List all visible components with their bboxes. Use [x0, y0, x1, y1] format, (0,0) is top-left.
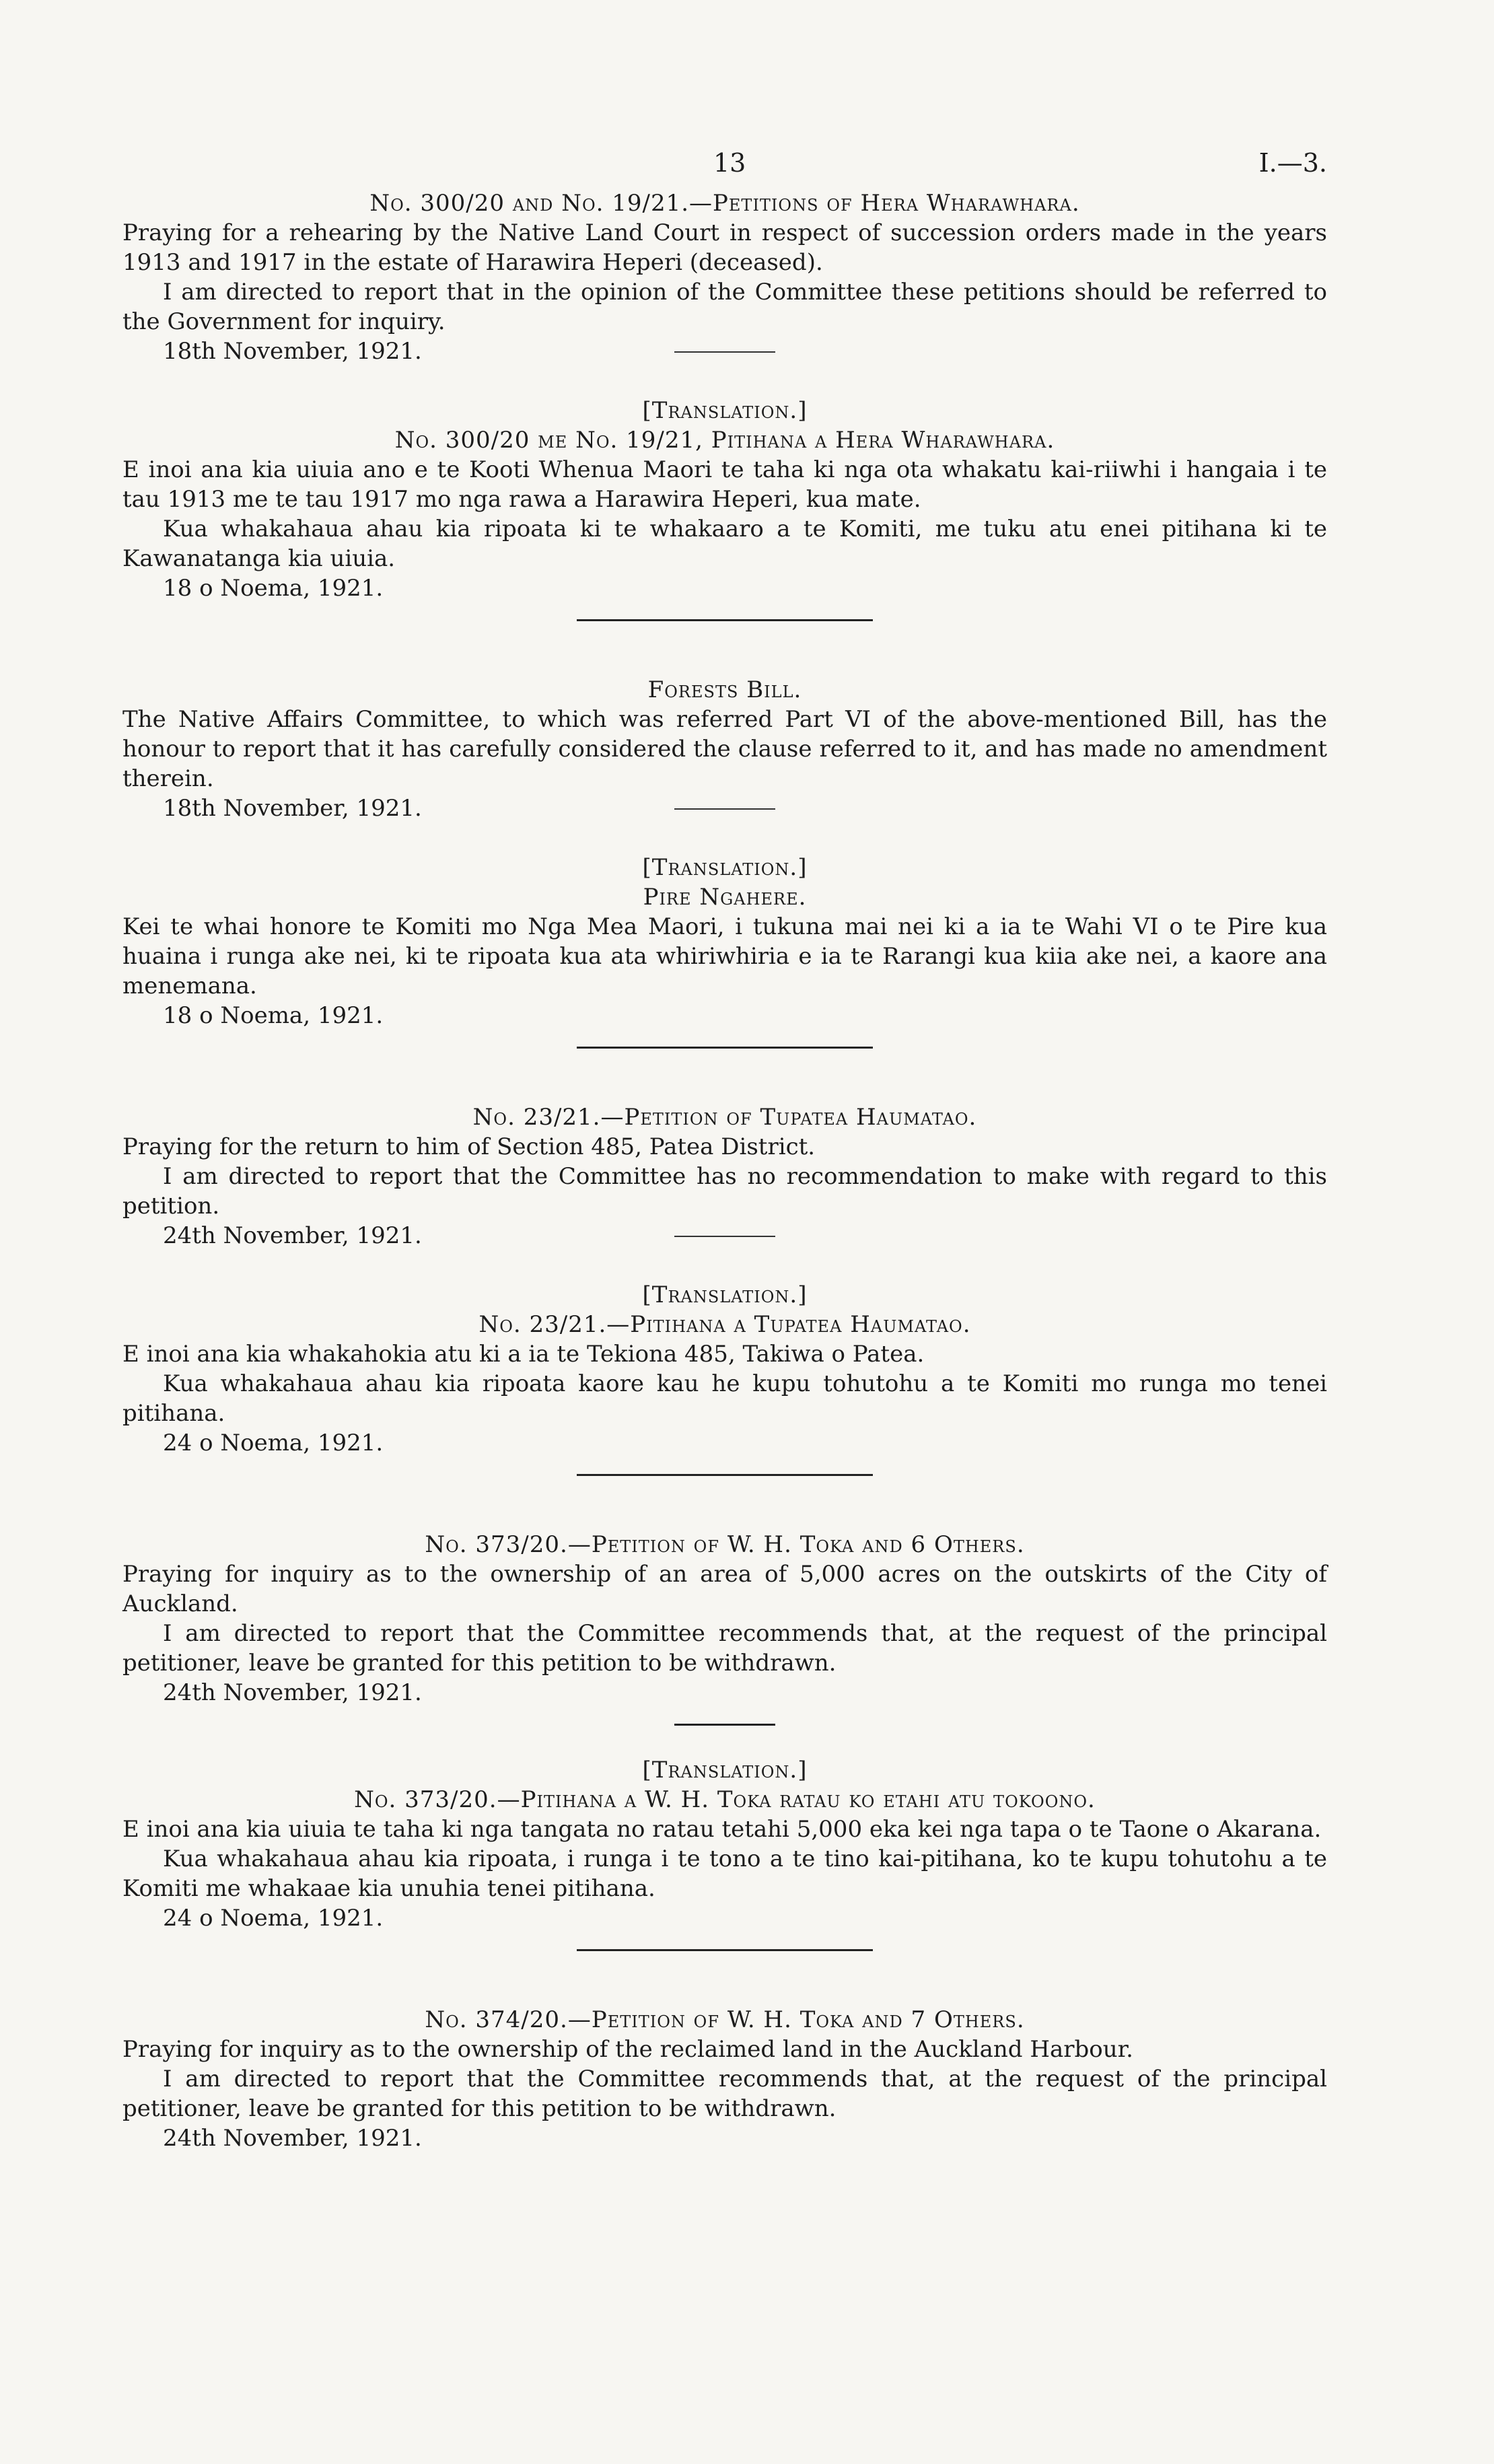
section-title: No. 300/20 me No. 19/21, Pitihana a Hera Wharawhara.	[394, 427, 1055, 454]
section-date-row	[122, 1678, 1327, 1708]
paragraph: Kua whakahaua ahau kia ripoata, i runga i te tono a te tino kai-pitihana, ko te kupu tohutohu a te Komiti me whakaae kia unuhia tenei pitihana.	[122, 1845, 1327, 1902]
section-petition-300-20	[122, 188, 1327, 366]
paragraph: Kei te whai honore te Komiti mo Nga Mea Maori, i tukuna mai nei ki a ia te Wahi VI o te Pire kua huaina i runga ake nei, ki te ripoata kua ata whiriwhiria e ia te Rarangi kua kiia ake nei, a kaore ana menemana.	[122, 913, 1327, 999]
section-petition-23-21	[122, 1102, 1327, 1251]
paragraph: E inoi ana kia uiuia ano e te Kooti Whenua Maori te taha ki nga ota whakatu kai-riiwhi i hangaia i te tau 1913 me te tau 1917 mo nga rawa a Harawira Heperi, kua mate.	[122, 456, 1327, 513]
page-header	[122, 148, 1327, 188]
section-date: 24th November, 1921.	[163, 2125, 422, 2152]
section-date: 24th November, 1921.	[163, 1679, 422, 1706]
paragraph: Praying for the return to him of Section 485, Patea District.	[122, 1133, 816, 1160]
page-number: 13	[713, 148, 746, 178]
section-translation-300-20	[122, 396, 1327, 621]
section-date-row	[122, 1903, 1327, 1933]
section-date: 18th November, 1921.	[163, 795, 422, 822]
section-date-row	[122, 573, 1327, 603]
short-divider	[674, 1236, 775, 1237]
section-translation-373-20	[122, 1755, 1327, 1951]
section-title: No. 23/21.—Pitihana a Tupatea Haumatao.	[478, 1311, 971, 1338]
section-petition-374-20	[122, 2005, 1327, 2153]
paragraph: I am directed to report that the Committee recommends that, at the request of the principal petitioner, leave be granted for this petition to be withdrawn.	[122, 1620, 1327, 1677]
translation-label: [Translation.]	[642, 1281, 808, 1308]
section-title: No. 373/20.—Pitihana a W. H. Toka ratau ko etahi atu tokoono.	[354, 1786, 1096, 1813]
section-title: Pire Ngahere.	[643, 884, 807, 911]
paragraph: E inoi ana kia uiuia te taha ki nga tangata no ratau tetahi 5,000 eka kei nga tapa o te Taone o Akarana.	[122, 1816, 1322, 1843]
section-translation-forests-bill	[122, 853, 1327, 1049]
section-date-row	[122, 1001, 1327, 1030]
section-date: 18th November, 1921.	[163, 338, 422, 365]
section-date-row	[122, 794, 1327, 823]
section-title: No. 300/20 and No. 19/21.—Petitions of Hera Wharawhara.	[369, 190, 1080, 217]
section-date-row	[122, 2123, 1327, 2153]
short-divider	[674, 351, 775, 353]
section-title: Forests Bill.	[647, 676, 802, 703]
paragraph: I am directed to report that the Committee recommends that, at the request of the principal petitioner, leave be granted for this petition to be withdrawn.	[122, 2066, 1327, 2122]
translation-label: [Translation.]	[642, 1757, 808, 1784]
section-date: 24th November, 1921.	[163, 1222, 422, 1249]
short-divider	[674, 808, 775, 810]
section-date-row	[122, 1428, 1327, 1458]
paragraph: I am directed to report that the Committee has no recommendation to make with regard to this petition.	[122, 1163, 1327, 1220]
section-title: No. 374/20.—Petition of W. H. Toka and 7 Others.	[425, 2006, 1025, 2033]
paragraph: The Native Affairs Committee, to which was referred Part VI of the above-mentioned Bill, has the honour to report that it has carefully considered the clause referred to it, and has made no amendment therein.	[122, 706, 1327, 792]
paragraph: Praying for inquiry as to the ownership of an area of 5,000 acres on the outskirts of the City of Auckland.	[122, 1561, 1327, 1617]
paragraph: Praying for inquiry as to the ownership of the reclaimed land in the Auckland Harbour.	[122, 2036, 1133, 2063]
section-date: 24 o Noema, 1921.	[163, 1430, 384, 1456]
section-forests-bill	[122, 675, 1327, 823]
section-title: No. 23/21.—Petition of Tupatea Haumatao.	[472, 1104, 977, 1131]
paragraph: Kua whakahaua ahau kia ripoata ki te whakaaro a te Komiti, me tuku atu enei pitihana ki te Kawanatanga kia uiuia.	[122, 516, 1327, 572]
section-title: No. 373/20.—Petition of W. H. Toka and 6 Others.	[425, 1531, 1025, 1558]
section-date-row	[122, 337, 1327, 366]
document-page	[122, 148, 1327, 2153]
section-date: 18 o Noema, 1921.	[163, 575, 384, 602]
document-reference: I.—3.	[1258, 148, 1327, 178]
paragraph: E inoi ana kia whakahokia atu ki a ia te Tekiona 485, Takiwa o Patea.	[122, 1341, 925, 1368]
section-date: 18 o Noema, 1921.	[163, 1002, 384, 1029]
section-petition-373-20	[122, 1530, 1327, 1726]
section-translation-23-21	[122, 1280, 1327, 1476]
translation-label: [Translation.]	[642, 854, 808, 881]
section-date: 24 o Noema, 1921.	[163, 1905, 384, 1932]
translation-label: [Translation.]	[642, 397, 808, 424]
paragraph: Praying for a rehearing by the Native Land Court in respect of succession orders made in the years 1913 and 1917 in the estate of Harawira Heperi (deceased).	[122, 219, 1327, 276]
paragraph: Kua whakahaua ahau kia ripoata kaore kau he kupu tohutohu a te Komiti mo runga mo tenei pitihana.	[122, 1370, 1327, 1427]
paragraph: I am directed to report that in the opinion of the Committee these petitions should be referred to the Government for inquiry.	[122, 279, 1327, 335]
section-date-row	[122, 1221, 1327, 1251]
